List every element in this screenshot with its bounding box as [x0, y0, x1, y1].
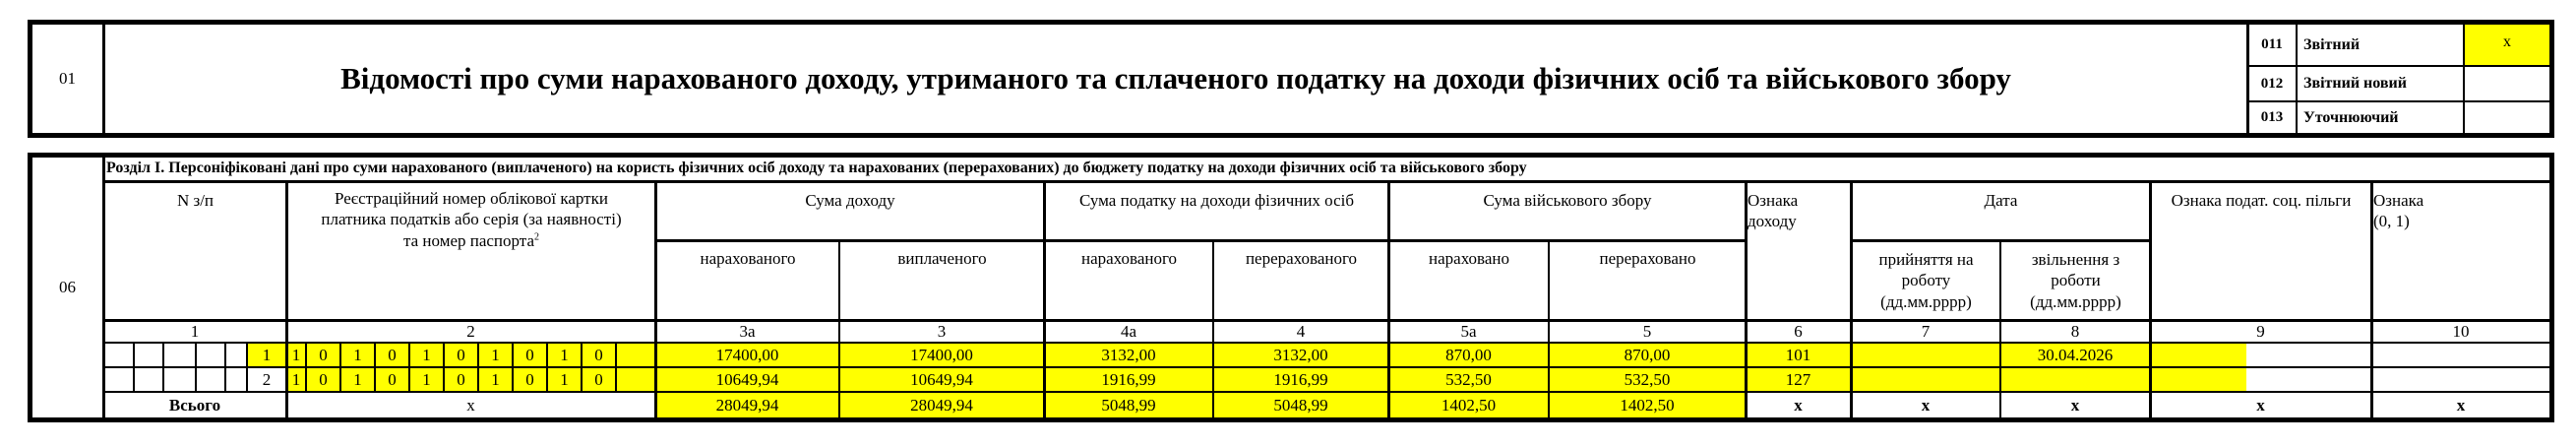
- type-label-reporting-new: Звітний новий: [2303, 75, 2407, 92]
- total-income-paid: 28049,94: [910, 395, 973, 415]
- sub-header-hire-line2: роботу: [1901, 271, 1951, 290]
- sub-header-fire-line2: роботи: [2051, 271, 2101, 290]
- col-header-sign-line1: Ознака: [1748, 191, 1799, 210]
- sub-header-mil-acc: нараховано: [1429, 249, 1509, 268]
- reg-digit[interactable]: 1: [291, 346, 301, 365]
- total-reg: х: [466, 395, 475, 415]
- reg-digit[interactable]: 0: [457, 346, 465, 365]
- type-mark-reporting-new[interactable]: [2465, 67, 2549, 100]
- col-header-reg-line3: [403, 230, 539, 251]
- type-code-011: 011: [2261, 36, 2283, 53]
- flag[interactable]: [2372, 368, 2549, 391]
- reg-digit[interactable]: 0: [525, 346, 534, 365]
- column-number: 3: [937, 321, 947, 341]
- footnote-mark: 2: [534, 230, 539, 242]
- total-military-accrued: 1402,50: [1441, 395, 1497, 415]
- income-accrued[interactable]: 17400,00: [715, 346, 779, 365]
- type-code-013: 013: [2260, 109, 2284, 126]
- header-row-code: 01: [59, 69, 76, 89]
- income-paid[interactable]: 17400,00: [910, 346, 973, 365]
- column-number: 4: [1296, 321, 1306, 341]
- reg-digit[interactable]: 1: [491, 369, 500, 389]
- total-sign: х: [1794, 395, 1803, 415]
- type-label-clarifying: Уточнюючий: [2303, 108, 2399, 126]
- col-header-flag-line1: Ознака: [2373, 191, 2424, 210]
- column-number: 8: [2070, 321, 2080, 341]
- col-header-reg-line3-text: та номер паспорта: [402, 230, 534, 250]
- section-title: Розділ І. Персоніфіковані дані про суми нарахованого (виплаченого) на користь фізичних осіб доходу та нарахованих (перерахованих) до бюджету податку на доходи фізичних осіб та військового збору: [106, 159, 1527, 176]
- tax-transferred[interactable]: 1916,99: [1273, 369, 1328, 389]
- column-number: 5: [1642, 321, 1652, 341]
- sub-header-fire-line1: звільнення з: [2031, 250, 2120, 270]
- benefit-sign[interactable]: [2151, 344, 2370, 367]
- total-label: Всього: [168, 395, 221, 415]
- hire-date[interactable]: [1852, 344, 1999, 367]
- reg-digit[interactable]: 1: [353, 346, 362, 365]
- sub-header-hire-line1: прийняття на: [1878, 250, 1974, 270]
- reg-digit[interactable]: 1: [291, 369, 301, 389]
- column-number: 6: [1794, 321, 1803, 341]
- divider: [102, 180, 2554, 183]
- income-accrued[interactable]: 10649,94: [715, 369, 779, 389]
- section-row-code: 06: [59, 278, 76, 297]
- type-code-012: 012: [2260, 75, 2284, 92]
- benefit-sign[interactable]: [2151, 368, 2370, 391]
- sub-header-tax-trans: перерахованого: [1245, 249, 1358, 268]
- reg-digit[interactable]: 1: [353, 369, 362, 389]
- military-accrued[interactable]: 532,50: [1445, 369, 1492, 389]
- sub-header-tax-acc: нарахованого: [1080, 249, 1178, 268]
- column-number: 1: [190, 321, 200, 341]
- reg-digit[interactable]: 1: [422, 346, 431, 365]
- sub-header-hire-line3: (дд.мм.рррр): [1880, 291, 1972, 311]
- divider: [615, 342, 617, 391]
- column-number: 4а: [1120, 321, 1137, 341]
- flag[interactable]: [2372, 344, 2549, 367]
- column-number: 5а: [1460, 321, 1477, 341]
- reg-digit[interactable]: 1: [491, 346, 500, 365]
- reg-digit[interactable]: 1: [422, 369, 431, 389]
- reg-digit[interactable]: 1: [560, 346, 569, 365]
- col-header-sign: [1748, 184, 1850, 263]
- col-header-num: N з/п: [176, 191, 215, 210]
- type-label-reporting: Звітний: [2303, 35, 2361, 53]
- sub-header-mil-trans: перераховано: [1599, 249, 1696, 268]
- reg-digit[interactable]: 0: [319, 346, 328, 365]
- income-paid[interactable]: 10649,94: [910, 369, 973, 389]
- type-mark-clarifying[interactable]: [2465, 102, 2549, 133]
- row-number: 1: [262, 346, 272, 365]
- military-transferred[interactable]: 532,50: [1624, 369, 1671, 389]
- sub-header-hire: [1853, 242, 1999, 319]
- col-header-tax: Сума податку на доходи фізичних осіб: [1078, 191, 1355, 210]
- col-header-flag: [2373, 184, 2549, 263]
- sub-header-income-acc: нарахованого: [700, 249, 796, 268]
- total-tax-transferred: 5048,99: [1273, 395, 1328, 415]
- sub-header-income-paid: виплаченого: [897, 249, 987, 268]
- reg-digit[interactable]: 0: [525, 369, 534, 389]
- col-header-sign-line2: доходу: [1748, 212, 1797, 231]
- total-flag: х: [2456, 395, 2466, 415]
- divider: [133, 342, 135, 391]
- col-header-flag-line2: (0, 1): [2373, 212, 2410, 231]
- col-header-mil: Сума військового збору: [1483, 191, 1652, 210]
- total-income-accrued: 28049,94: [715, 395, 779, 415]
- tax-accrued[interactable]: 1916,99: [1101, 369, 1156, 389]
- income-sign[interactable]: 127: [1785, 369, 1811, 389]
- col-header-income: Сума доходу: [805, 191, 895, 210]
- col-header-benefit: Ознака подат. соц. пільги: [2171, 191, 2352, 210]
- reg-digit[interactable]: 0: [388, 346, 397, 365]
- col-header-date: Дата: [1984, 191, 2018, 210]
- row-number: 2: [262, 369, 272, 389]
- reg-digit[interactable]: 0: [388, 369, 397, 389]
- military-accrued[interactable]: 870,00: [1445, 346, 1492, 365]
- total-hire: х: [1921, 395, 1931, 415]
- column-number: 10: [2452, 321, 2470, 341]
- reg-digit[interactable]: 1: [560, 369, 569, 389]
- tax-accrued[interactable]: 3132,00: [1101, 346, 1156, 365]
- sub-header-fire-line3: (дд.мм.рррр): [2030, 291, 2121, 311]
- hire-date[interactable]: [1852, 368, 1999, 391]
- column-number: 9: [2256, 321, 2265, 341]
- column-number: 3а: [739, 321, 756, 341]
- income-sign[interactable]: 101: [1785, 346, 1811, 365]
- total-tax-accrued: 5048,99: [1101, 395, 1156, 415]
- reg-digit[interactable]: 0: [319, 369, 328, 389]
- form-title: Відомості про суми нарахованого доходу, утриманого та сплаченого податку на доходи фізичних осіб та військового збору: [340, 60, 2011, 96]
- col-header-reg: [288, 184, 654, 263]
- tax-transferred[interactable]: 3132,00: [1273, 346, 1328, 365]
- reg-digit[interactable]: 0: [594, 369, 603, 389]
- sub-header-fire: [2002, 242, 2149, 319]
- total-fire: х: [2070, 395, 2080, 415]
- reg-digit[interactable]: 0: [457, 369, 465, 389]
- divider: [162, 342, 164, 391]
- divider: [224, 342, 226, 391]
- col-header-reg-line1: Реєстраційний номер облікової картки: [335, 189, 608, 208]
- type-mark-reporting[interactable]: x: [2465, 25, 2549, 65]
- fire-date[interactable]: 30.04.2026: [2037, 346, 2114, 365]
- divider: [195, 342, 197, 391]
- total-military-transferred: 1402,50: [1620, 395, 1675, 415]
- military-transferred[interactable]: 870,00: [1624, 346, 1671, 365]
- col-header-reg-line2: платника податків або серія (за наявності): [321, 210, 622, 229]
- fire-date[interactable]: [2001, 368, 2149, 391]
- total-benefit: х: [2256, 395, 2265, 415]
- reg-digit[interactable]: 0: [594, 346, 603, 365]
- column-number: 2: [466, 321, 475, 341]
- column-number: 7: [1921, 321, 1931, 341]
